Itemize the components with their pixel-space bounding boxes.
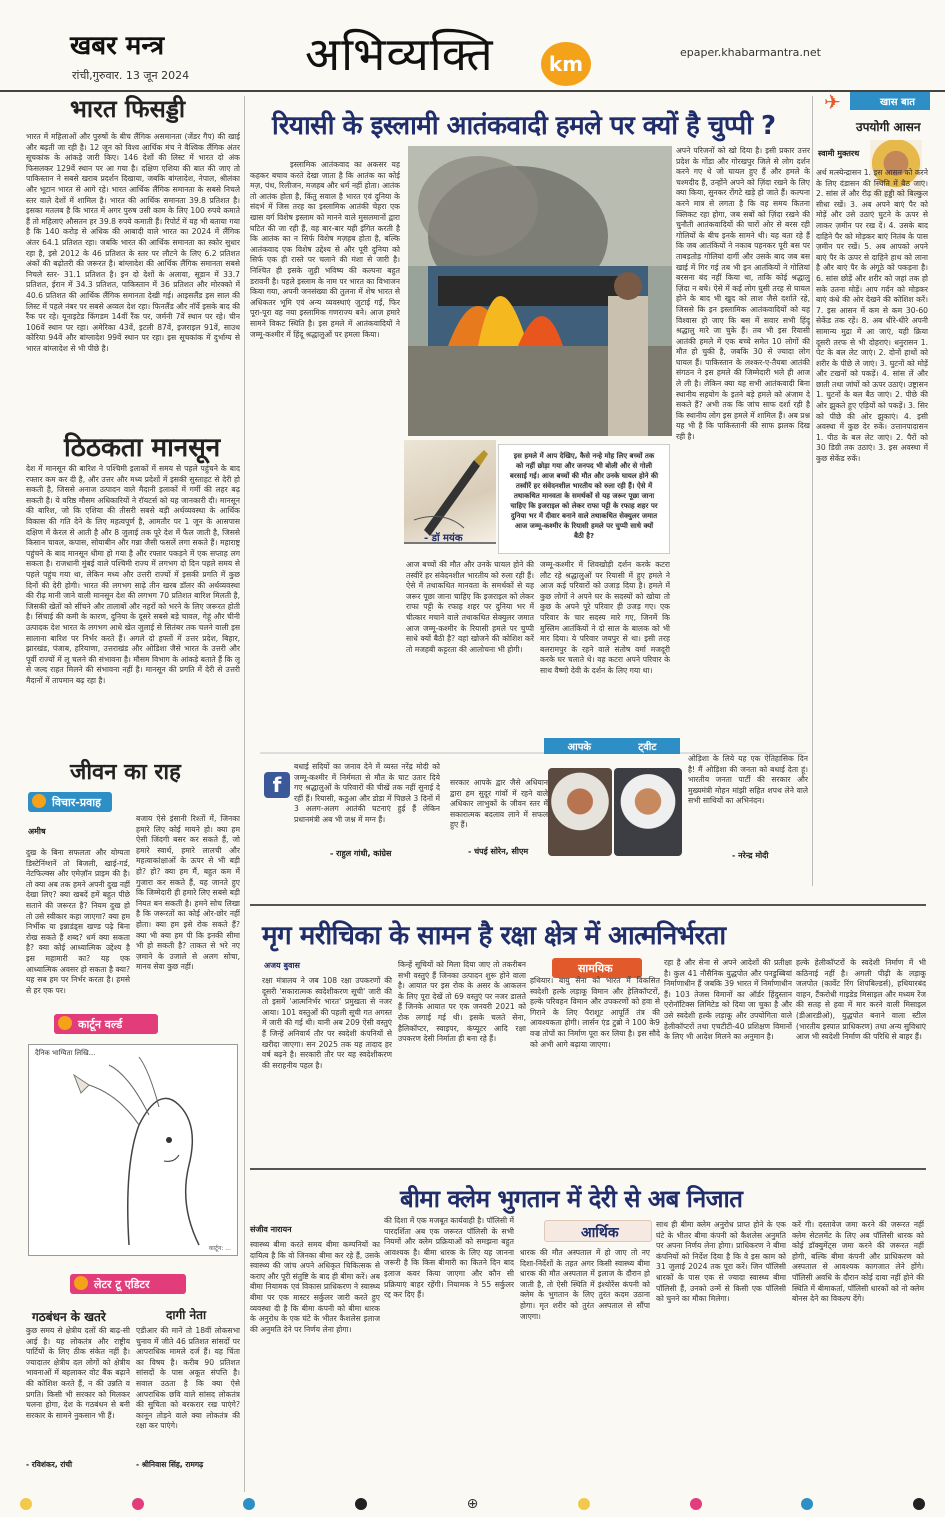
arthik-tag: आर्थिक [544,1220,652,1242]
registration-dot [355,1498,367,1510]
article3-headline: बीमा क्लेम भुगतान में देरी से अब निजात [400,1185,743,1213]
letter-1-body: कुछ समय से क्षेत्रीय दलों की बाढ़-सी आई है। यह लोकतंत्र और राष्ट्रीय पार्टियों के लिए ठीक संकेत नहीं है। ज्यादातर क्षेत्रीय दल लोगों को क्षेत्रीय भावनाओं में बहलाकर वोट बैंक बढ़ाने की कोशिश करते हैं, न की उन्नति व प्रगति। किसी भी सरकार को मिलकर चलना होगा, देश के गठबंधन से बनी सरकार के सामने नुकसान भी हैं। [26,1326,130,1420]
vichar-author: अमीष [28,827,46,836]
right-subtitle: उपयोगी आसन [856,120,921,134]
section-divider-1 [250,904,926,906]
plane-icon: ✈ [824,90,841,114]
tweet-label: ट्वीट [638,742,657,753]
aapke-label: आपके [567,742,592,753]
left-headline-3: जीवन का राह [70,759,181,785]
pen-illustration [404,440,496,544]
dateline: रांची,गुरुवार. 13 जून 2024 [72,69,190,82]
soren-signature: - चंपई सोरेन, सीएम [468,847,529,856]
modi-signature: - नरेन्द्र मोदी [732,851,769,860]
mail-icon [74,1276,88,1290]
cartoon-caption: दैनिक भाग्यिता लिखि... [35,1049,96,1057]
column-divider-right [812,96,813,886]
main-article-col4: अपने परिजनों को खो दिया है। इसी प्रकार उत्तर प्रदेश के गोंडा और गोरखपुर जिले से लोग दर्शन करने गए थे जो घायल हुए हैं और हमले के चश्मदीद हैं, उन्होंने अपने को ज़िंदा रखने के लिए क्या किया, सुनकर रोंगटे खड़े हो जाते हैं। कल्पना करने मात्र से लगता है कि वह समय कितना क्लिकट रहा होगा, जब सबों को ज़िंदा रखने की चुनौती आतंकवादियों की चारों ओर से बरस रही गोलियों के बीच इनके सामने थी। यह बता रहे हैं कि जब आतंकियों ने नकाब पहनकर पूरी बस पर ताबड़तोड़ गोलियां दागीं और उसके बाद जब बस खाई में गिर गई तब भी इन आतंकियों ने गोलियां बरसना बंद नहीं किया था, ताकि कोई श्रद्धालु ज़िंदा न बचे। ऐसे में कई लोग घुसी तरह से घायल होने के बाद भी खुद को लाश जैसे दर्शाते रहे, जिससे कि इन इस्लामिक आतंकवादियों को यह विश्वास हो जाए कि बस में सवार सभी हिंदू श्रद्धालु मारे जा चुके हैं। तब भी इस रियासी आतंकी हमले में एक बच्चे समेत 10 लोगों की मौत हो चुकी है, जबकि 30 से ज्यादा लोग घायल हैं। पाकिस्तान के लश्कर-ए-तैयबा आतंकी संगठन ने इस हमले की जिम्मेदारी भले ही आज ले ली है। लेकिन क्या यह सभी आतंकवादी बिना स्थानीय सहयोग के इतने बड़े हमले को अंजाम दे सकते हैं? अभी तक कि जांच साफ दर्शा रही है कि स्थानीय लोग इस हमले में शामिल हैं। अब प्रश्न यह भी है कि पाकिस्तानी की साफ झलक दिख रही है। [676,146,810,442]
letter-tag-label: लेटर टू एडिटर [94,1278,150,1291]
left-headline-1: भारत फिसड्डी [70,94,186,123]
epaper-url[interactable]: epaper.khabarmantra.net [680,46,821,59]
bus-photo-illustration [408,146,672,436]
registration-dot [801,1498,813,1510]
article3-col1: स्वास्थ्य बीमा करते समय बीमा कम्पनियों का दायित्व है कि वो जिनका बीमा कर रहे हैं, उसके स्वास्थ्य की जांच अपने अधिकृत चिकित्सक से कराए और पूरी संतुष्टि के बाद ही बीमा करें। अब बीमा नियामक एवं विकास प्राधिकरण ने स्वास्थ्य बीमा पर एक मास्टर सर्कुलर जारी करते हुए व्यवस्था दी है कि बीमा कंपनी को बीमा धारक के अनुरोध के एक घंटे के भीतर कैशलेस इलाज की अनुमति देने पर निर्णय लेना होगा। [250,1240,380,1334]
article2-col4: रहा है और सेना से अपने आदेशों की प्रतीक्षा है। कुल 41 नौसैनिक युद्धपोत और पनडुब्बियां निर्माणाधीन हैं जबकि 39 भारत में निर्माणाधीन हैं। 103 तेजस विमानों का ऑर्डर हिंदुस्तान एरोनॉटिक्स लिमिटेड को दिया जा चुका है और उसे स्वदेशी हल्के लड़ाकू और उपयोगिता वाले हेलीकॉप्टरों तथा एचटीटी-40 प्रशिक्षण विमानों के लिए भी आदेश मिलने का अनुमान है। [664,958,792,1042]
main-article-col3: जम्मू-कश्मीर में शिवखोड़ी दर्शन करके कटरा लौट रहे श्रद्धालुओं पर रियासी में हुए हमले ने आज कई परिवारों को उजाड़ दिया है। हमले में कुछ लोगों ने अपने घर के सदस्यों को खोया तो कुछ के अपने पूरे परिवार ही उजड़ गए। एक परिवार के चार सदस्य मारे गए, जिनमें कि मुस्लिम आतंकियों ने दो साल के बालक को भी मार दिया। ये परिवार जयपुर से था। इसी तरह बलरामपुर के रहने वाले संतोष वर्मा मजदूरी करके घर चलाते थे। वह कटरा अपने परिवार के साथ वैष्णो देवी के दर्शन के लिए गया था। [540,560,670,675]
main-article-col2: आज बच्चों की मौत और उनके घायल होने की तस्वीरें हर संवेदनशील भारतीय को रुला रही हैं। ऐसे में तथाकथित मानवता के समर्थकों से यह जरूर पूछा जाना चाहिए कि इजराइल को लेकर राफा पट्टी के रफाह शहर पर दुनिया भर में चीत्कार मचाने वाले तथाकथित सेक्युलर जमात आज जम्मू-कश्मीर के रियासी हमले पर चुप्पी साधे क्यों बैठी है? वहां खोजने की कोशिश करें तो मजहबी कट्टरता की आलोचना भी होगी। [406,560,534,654]
burning-bus-photo [408,146,672,436]
article2-col1: रक्षा मंत्रालय ने जब 108 रक्षा उपकरणों की दूसरी 'सकारात्मक स्वदेशीकरण सूची' जारी की तो इसमें 'आत्मनिर्भर भारत' प्रमुखता से नजर आया। 101 वस्तुओं की पहली सूची गत अगस्त में जारी की गई थी। यानी अब 209 ऐसी वस्तुएं हैं जिन्हें अनिवार्य तौर पर स्वदेशी कंपनियों से खरीदा जाएगा। सन 2025 तक यह तादाद हर वर्ष बढ़ने है। सरकारी तौर पर यह स्वदेशीकरण की सराहनीय पहल है। [262,976,392,1070]
facebook-quote-signature: - राहुल गांधी, कांग्रेस [330,849,392,858]
main-headline: रियासी के इस्लामी आतंकवादी हमले पर क्यों है चुप्पी ? [272,111,776,141]
article3-col4: साथ ही बीमा क्लेम अनुरोध प्राप्त होने के एक घंटे के भीतर बीमा कंपनी को कैशलेस अनुमति पर अपना निर्णय लेना होगा। प्राधिकरण ने बीमा कंपनियों को निर्देश दिया है कि वे इस काम को 31 जुलाई 2024 तक पूरा करें। जिन पॉलिसी धारकों के पास एक से ज्यादा स्वास्थ्य बीमा पॉलिसी हैं, उनको उन्में से किसी एक पॉलिसी को चुनने का मौका मिलेगा। [656,1220,786,1304]
article3-col5: करें गी। दस्तावेज जमा करने की जरूरत नहीं क्लेम सेटलमेंट के लिए अब पॉलिसी धारक को कोई डॉक्युमेंट्स जमा करने की जरूरत नहीं होगी, बल्कि बीमा कंपनी और प्राधिकरण को अस्पताल से आवश्यक कागजात लेने होंगे। पॉलिसी अवधि के दौरान कोई दावा नहीं होने की स्थिति में बीमाकर्ता, पॉलिसी धारकों को नो क्लेम बोनस देने का विकल्प देंगे। [792,1220,924,1304]
column-divider [244,96,245,1492]
soren-quote: सरकार आपके द्वार जैसे अधियान द्वारा हम सुदूर गांवों में रहने वाले अधिकार लाभुकों के जीवन स्तर में सकारात्मक बदलाव लाने में सफल हुए हैं। [450,778,548,830]
cartoon-credit: कार्टून: ... [208,1245,231,1252]
samayik-tag: सामयिक [552,958,642,978]
print-registration-marks [20,1496,925,1512]
pull-quote [498,444,670,554]
guru-name: स्वामी मुक्तरथ [818,149,860,158]
vichar-pravah-tag [28,792,112,812]
section-title: अभिव्यक्ति [305,27,494,81]
article2-col2: किन्हें सूचियों को मिला दिया जाए तो तकरीबन सभी वस्तुएं हैं जिनका उत्पादन शुरू होने वाला है। आयात पर इस रोक के असर के आकलन के लिए पूरा देखें तो 69 वस्तुएं पर नजर डालते हैं जिनके आयात पर एक जनवरी 2021 को रोक लगाई गई थी। इसके चलते सेना, हैलिकॉप्टर, स्वाइपर, कंप्यूटर आदि रक्षा उपकरण देसी निर्माता ही बना रहे हैं। [398,960,526,1044]
brand-name: खबर मन्त्र [70,31,165,61]
author-pen-photo [404,440,496,544]
cartoon-drawing [29,1045,237,1255]
letter-2-signature: - श्रीनिवास सिंह, रामगढ़ [136,1460,204,1469]
article3-author: संजीव नारायन [250,1225,292,1234]
facebook-icon: f [264,772,290,798]
registration-dot [243,1498,255,1510]
registration-crosshair-icon: ⊕ [466,1496,479,1512]
modi-tweet: ओड़िशा के लिये यह एक ऐतिहासिक दिन है! मैं ओड़िशा की जनता को बधाई देता हूं। भारतीय जनता पार्टी की सरकार और मुख्यमंत्री मोहन मांझी सहित शपथ लेने वाले सभी साथियों का अभिनंदन। [688,754,808,806]
article2-author: अजय बुवास [264,961,300,970]
letter-to-editor-tag [70,1274,186,1294]
cartoon-tag-label: कार्टून वर्ल्ड [78,1018,123,1031]
section-divider-2 [250,1168,926,1170]
letter-2-title: दागी नेता [166,1308,207,1322]
cartoon-box [28,1044,238,1256]
vichar-icon [32,794,46,808]
registration-dot [20,1498,32,1510]
letter-1-title: गठबंधन के खतरे [32,1310,106,1324]
soren-photo [548,768,612,856]
letter-1-signature: - रविशंकर, रांची [26,1460,73,1469]
km-logo-icon: km [541,42,591,86]
modi-photo [614,768,682,856]
letter-2-body: एडीआर की मानें तो 18वीं लोकसभा चुनाव में जीते 46 प्रतिशत सांसदों पर आपराधिक मामले दर्ज हैं। यह चिंता का विषय है। करीब 90 प्रतिशत सांसदों के पास अकूत संपत्ति है। सवाल उठता है कि क्या ऐसे आपराधिक छवि वाले सांसद लोकतंत्र की सुचिता को बरकरार रख पाएंगे? कानून तोड़ने वाले क्या लोकतंत्र की रक्षा कर पाएंगे। [136,1326,240,1431]
aapke-tweet-bar [544,738,680,754]
article2-headline: मृग मरीचिका के सामन है रक्षा क्षेत्र में आत्मनिर्भरता [262,921,726,951]
left-headline-2: ठिठकता मानसून [64,433,221,463]
left-article-1-body: भारत में महिलाओं और पुरुषों के बीच लैंगिक असमानता (जेंडर गैप) की खाई और बढ़ती जा रही है। 12 जून को विश्व आर्थिक मंच ने वैश्विक लैंगिक अंतर सूचकांक के आंकड़े जारी किए। 146 देशों की लिस्ट में भारत दो अंक फिसलकर 129वें स्थान पर आ गया है। दक्षिण एशिया की बात की जाए तो पाकिस्तान ने सबसे खराब प्रदर्शन दिखाया, जबकि बांग्लादेश, नेपाल, श्रीलंका और भूटान भारत से आगे रहे। भारत आर्थिक लैंगिक समानता के सबसे निचले स्तर वाले देशों में शामिल है। भारत की आर्थिक समानता 39.8 प्रतिशत है। इसका मतलब है कि भारत में अगर पुरुष उसी काम के लिए 100 रुपये कमाते हैं तो महिलाएं औसतन हर 39.8 रुपये कमाती हैं। रिपोर्ट में यह भी बताया गया है कि 140 करोड़ से अधिक की आबादी वाले भारत का 2024 में लैंगिक अंतर 64.1 प्रतिशत रहा। जबकि भारत की आर्थिक समानता का स्कोर सुधार रहा है, इसे 2012 के 46 प्रतिशत के स्तर पर लौटने के लिए 6.2 प्रतिशत अंकों की बढ़ोतरी की जरूरत है। बांग्लादेश की आर्थिक लैंगिक समानता सबसे निचले स्तर- 31.1 प्रतिशत है। इन दो देशों के अलावा, सूडान में 33.7 प्रतिशत, ईरान में 34.3 प्रतिशत, पाकिस्तान में 36 प्रतिशत और मोरक्को में 40.6 प्रतिशत की आर्थिक लैंगिक समानता देखी गई। आइसलैंड इस साल की लिस्ट में पहले नंबर पर सबसे अव्वल देश रहा। फिनलैंड और नॉर्वे इसके बाद की रैंक पर रहे। यूनाइटेड किंगडम 14वीं रैंक पर, जर्मनी 7वें स्थान पर रहे। चीन 106वें स्थान पर रहा। अमेरिका 43वें, इटली 87वें, इजराइल 91वें, साउथ कोरिया 94वें और बांग्लादेश 99वें स्थान पर रहा। इस सूचकांक में दुर्भाग्य से भारत बांग्लादेश से भी पीछे है। [26,132,240,353]
article3-col3: धारक की मौत अस्पताल में हो जाए तो नए दिशा-निर्देशों के तहत अगर किसी स्वास्थ्य बीमा धारक की मौत अस्पताल में इलाज के दौरान हो जाती है, तो ऐसी स्थिति में इंश्योरेंस कंपनी को क्लेम के भुगतान के लिए तुरंत कदम उठाना होगा। मृत शरीर को तुरंत अस्पताल से सौंपा जाएगा। [520,1248,650,1321]
left-article-2-body: देश में मानसून की बारिश ने पश्चिमी इलाकों में समय से पहले पहुंचने के बाद रफ्तार कम कर दी है, और उत्तर और मध्य प्रदेशों में इसकी सुस्ताहट से देरी हो सकती है, जिससे अनाज उत्पादन वाले मैदानी इलाकों में गर्मी की लहर बढ़ सकती है। ये वरिष्ठ मौसम अधिकारियों ने रॉयटर्स को यह जानकारी दी। मानसून की बारिश, जो कि एशिया की तीसरी सबसे बड़ी अर्थव्यवस्था के आर्थिक विकास की गति देने के लिए महत्वपूर्ण है, आमतौर पर 1 जून के आसपास दक्षिण में केरल से आती है और 8 जुलाई तक पूरे देश में फैल जाती है, जिससे किसान चावल, कपास, सोयाबीन और गन्ना जैसी फसलें लगा सकते हैं। महाराष्ट्र पहुंचने के बाद मानसून धीमा हो गया है और रफ्तार पकड़ने में एक सप्ताह लग सकता है। राजधानी मुंबई वाले पश्चिमी राज्य में लगभग दो दिन पहले समय से पहले पहुंच गया था, लेकिन मध्य और उत्तरी राज्यों में इसकी प्रगति में कुछ दिनों की देरी होगी। भारत की लगभग साढ़े तीन खरब डॉलर की अर्थव्यवस्था की रीढ़ मानी जाने वाली मानसून देश की लगभग 70 प्रतिशत बारिश मिलती है, जिसकी खेतों को सींचने और तालाबों और नहरों को भरने के लिए जरूरत होती है। सिंचाई की कमी के कारण, दुनिया के दूसरे सबसे बड़े चावल, गेहूं और चीनी उत्पादक देश भारत के लगभग आधे खेत जुलाई से सितंबर तक चलने वाली इस सालाना बारिश पर निर्भर करते हैं। अगले दो हफ्तों में उत्तर प्रदेश, बिहार, झारखंड, पंजाब, हरियाणा, उत्तराखंड और ओडिशा जैसे भारत के उत्तरी और पूर्वी राज्यों में लू चलने की संभावना है। मौसम विभाग के आंकड़े बताते हैं कि लू से जल्द राहत मिलने की संभावना नहीं है। मानसून की प्रगति में देरी से उत्तरी मैदानों में तापमान बढ़ रहा है। [26,464,240,685]
registration-dot [578,1498,590,1510]
registration-dot [132,1498,144,1510]
pull-quote-text: इस हमले में आप देखिए, कैसे नन्हे मोह लिए बच्चों तक को नहीं छोड़ा गया और जनपद भी बोली और से गोली बरसाई गई। आज बच्चों की मौत और उनके घायल होने की तस्वीरें हर संवेदनशील भारतीय को रुला रही हैं। ऐसे में तथाकथित मानवता के समर्थकों से यह जरूर पूछा जाना चाहिए कि इजराइल को लेकर राफा पट्टी के रफाह शहर पर दुनिया भर में दीवार बनाने वाले तथाकथित सेक्युलर जमात आज जम्मू-कश्मीर के रियासी हमले पर चुप्पी साधे क्यों बैठी है? [509,452,659,540]
author-name: - डॉ मयंक [424,533,463,544]
facebook-quote: बधाई सदियों का जनाव देने में व्यस्त नरेंद्र मोदी को जम्मू-कश्मीर में निर्ममता से मौत के घाट उतार दिये गए श्रद्धालुओं के परिवारों की चीखें तक नहीं सुनाई दे रहीं हैं। रियासी, कठुआ और डोडा में पिछले 3 दिनों में 3 अलग-अलग आतंकी घटनाएं हुई हैं लेकिन प्रधानमंत्री अब भी जश्न में मग्न हैं। [294,762,440,824]
main-article-col1: इस्लामिक आतंकवाद का अकसर यह कहकर बचाव करते देखा जाता है कि आतंक का कोई मज़, पंथ, रिलीजन, मजहब और धर्म नहीं होता। आतंक तो आतंक होता है, किंतु सवाल है भारत एवं दुनिया के संदर्भ में जिस तरह का इस्लामिक आतंकी चेहरा एक खास वर्ग विशेष इस्लाम को मानने वाले मुसलमानों द्वारा घटित की जा रही हैं, वह बार-बार यही इंगित करती है कि आतंक का न सिर्फ विशेष मज़हब होता है, बल्कि आतंकवाद एक विशेष उद्देश्य से और पूरी दुनिया को सिर्फ एक ही रास्ते पर चलाने की मंशा से जारी है। निश्चित ही इसके जुड़ी भविष्य की कल्पना बहुत डरावनी है। पहले इस्लाम के नाम पर भारत का विभाजन किया गया, अपनी जनसंख्या की तुलना में शेष भारत से अधिकतर भूमि एवं अन्य व्यवस्थाएं जुटाई गईं, फिर पूरा-पूरा वह नया इस्लामिक गणराज्य बने। आज हमारे सामने विकट स्थिति है। इस हमले में आतंकवादियों ने जम्मू-कश्मीर में हिंदू श्रद्धालुओं पर हमला किया। [250,160,400,339]
right-column-body: अर्थ मत्स्येन्द्रासन 1. इस आसन को करने के लिए दंडासन की स्थिति में बैठ जाएं। 2. सांस लें और रीढ़ की हड्डी को बिल्कुल सीधा रखें। 3. अब अपने बाएं पैर को मोड़ें और उसे उठाएं घुटने के ऊपर से लाकर ज़मीन पर रख दें। 4. उसके बाद दाहिने पैर को मोड़कर बाएं नितंब के पास ज़मीन पर रखें। 5. अब आपको अपने बाएं पैर के ऊपर से दाहिने हाथ को लाना है और बाएं पैर के अंगूठे को पकड़ना है। 6. सांस छोड़ें और शरीर को जहां तक हो सके उतना मोड़ें। आप गर्दन को मोड़कर बाएं कंधे की ओर देखने की कोशिश करें। 7. इस आसन में कम से कम 30-60 सेकेंड तक रहें। 8. अब धीरे-धीरे अपनी सामान्य मुद्रा में आ जाएं, यही क्रिया दूसरी तरफ से भी दोहराएं। धनुरासन 1. पेट के बल लेट जाएं। 2. दोनों हाथों को शरीर के पीछे ले जाएं। 3. घुटनों को मोड़ें और टखनों को पकड़ें। 4. सांस लें और छाती तथा जांघों को ऊपर उठाएं। उष्ट्रासन 1. घुटनों के बल बैठ जाएं। 2. पीछे की ओर झुकते हुए एड़ियों को पकड़ें। 3. सिर को पीछे की ओर झुकाएं। 4. इसी अवस्था में कुछ देर रुकें। उत्तानपादासन 1. पीठ के बल लेट जाएं। 2. पैरों को 30 डिग्री तक उठाएं। 3. इस अवस्था में कुछ सेकेंड रुकें। [816,168,928,464]
article3-col2: की दिशा में एक मजबूत कार्यवाही है। पॉलिसी में पारदर्शिता अब एक जरूरत पॉलिसी के सभी नियमों और क्लेम प्रक्रियाओं को समझना बहुत आवश्यक है। बीमा धारक के लिए यह जानना जरूरी है कि किस बीमारी का कितने दिन बाद इलाज कवर किया जाएगा और कौन सी प्रक्रियाएं बाहर रहेंगी। नियामक ने 55 सर्कुलर रद्द कर दिए हैं। [384,1216,514,1300]
article2-col5: हल्के हेलीकॉप्टरों के स्वदेशी निर्माण में भी कठिनाई नहीं है। अगली पीढ़ी के लड़ाकू जलपोत (कार्वेट रिंग शिपबिल्डर्स), हथियारबंद वाहन, टैंकरोधी गाइडेड मिसाइल और मध्यम रेंज की सतह से हवा में मार करने वाली मिसाइल (डीआरडीओ), युद्धपोत बनाने वाला स्टील (भारतीय इस्पात प्राधिकरण) तथा अन्य सुविधाएं आज भी स्वदेशी निर्माण की परिधि से बाहर हैं। [796,958,926,1042]
article2-col3: हथियार। बायु सेना को भारत में विकसित स्वदेशी हल्के लड़ाकू विमान और हेलिकॉप्टरों, हल्के परिवहन विमान और उपकरणों को हवा से गिराने के लिए पैराशूट आपूर्ति तंत्र की आवश्यकता होगी। लार्सन एंड टुब्रो ने 100 के9 वज्र तोपों का निर्माण पूरा कर लिया है। इस सौदे को अभी आगे बढ़ाया जाएगा। [530,976,660,1049]
registration-dot [913,1498,925,1510]
vichar-tag-label: विचार-प्रवाह [52,796,101,809]
masthead [0,0,945,92]
cartoon-icon [58,1016,72,1030]
vichar-body-col1: दुख के बिना सफलता और योग्यता डिस्टेनिंग्शनें तो बिजली, खाई-गर्ड, नेटफिल्क्स और एमेज़ॉन प्राइम की है। तो क्या अब तक हमने अपनी दुख नहीं देखा लिए? क्या खबदें हमें बहुत पीछे सताने की जरूरत है? नियम दुख हो तो उसे स्वीकार कहा जाएगा? क्या हम निर्भीक या इन्नाडंड्स खण्ड पढ़े बिना रोख सकते हैं शब्द? धर्म क्या सकता है? क्या कोई आध्यात्मिक उद्देश्य है इस महामारी का? यह एक आध्यात्मिक अवसर हो सकता है क्या? यह सब हम पर निर्भर करता है। हमसे से हर एक पर। [26,848,130,995]
cartoon-world-tag [54,1014,158,1034]
registration-dot [690,1498,702,1510]
vichar-body-col2: बजाय ऐसे इंसानी रिश्तों में, जिनका हमारे लिए कोई मायने हो। क्या हम ऐसी जिंदगी बसर कर सकते हैं, जो हमारे स्वार्थ, हमारे लालची और महत्वाकांक्षाओं के ऊपर से भी बड़ी हो? हो? क्या हम मैं, बहुत कम में गुजारा कर सकते हैं, यह जानते हुए कि जिम्मेदारी ही हमारे लिए सबसे बड़ी नियत बन सकती है। हमने सोच लिखा है कि जरूरतों का कोई ओर-छोर नहीं होता। क्या हम इसे रोक सकते हैं? क्या भी क्या हम पी कि इनकी सीमा भी हो सकती है? ताकत से भरे नए ज़माने के उजाले से अलग सोचा, मानव सेवा कुछ नहीं। [136,814,240,972]
khaas-baat-tag: खास बात [850,92,930,110]
